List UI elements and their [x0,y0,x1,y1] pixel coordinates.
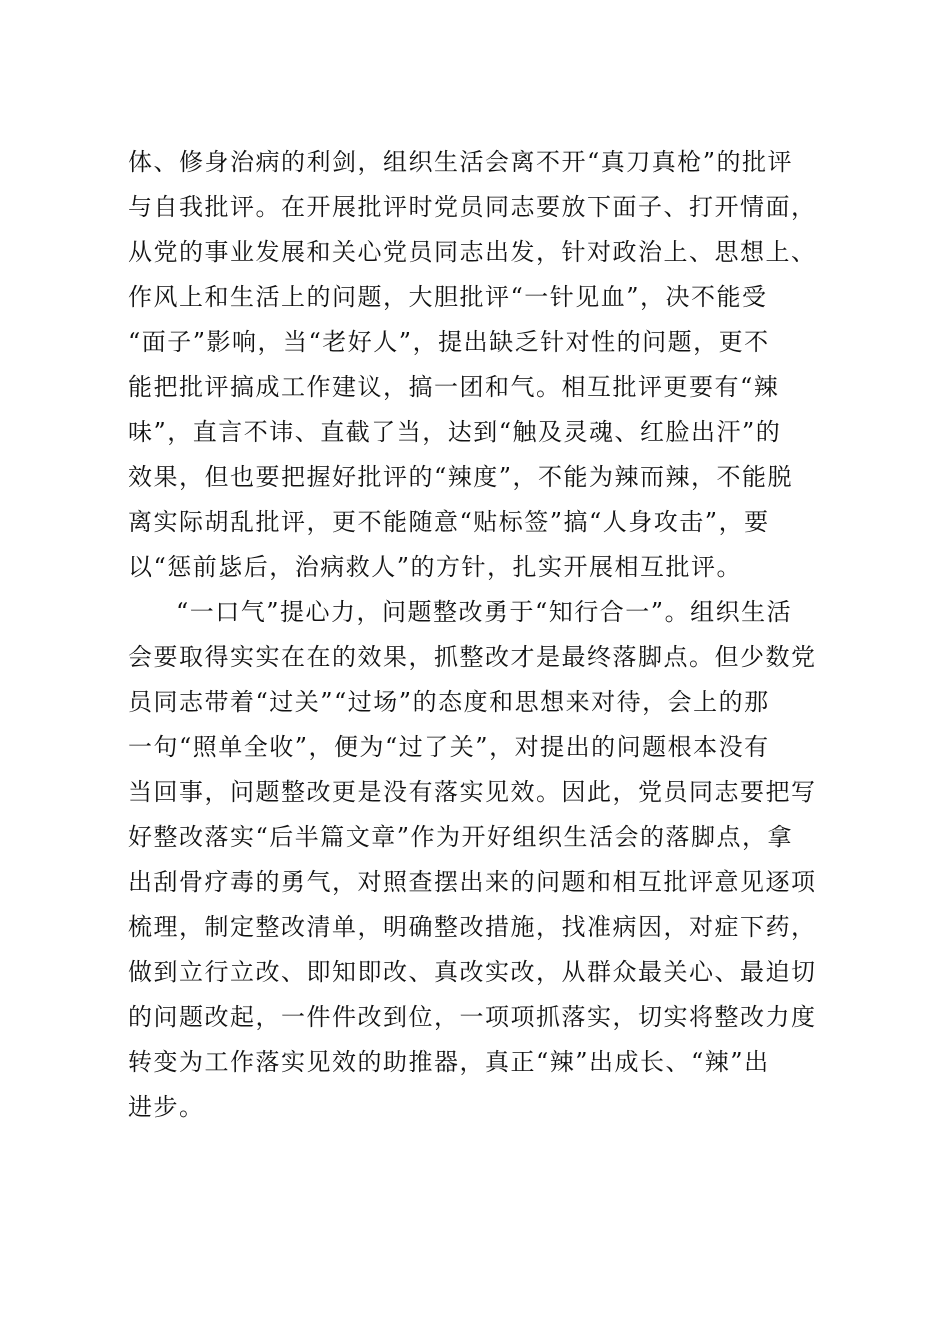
text-line: 出刮骨疗毒的勇气，对照查摆出来的问题和相互批评意见逐项 [128,868,817,896]
text-line: 能把批评搞成工作建议，搞一团和气。相互批评更要有“辣 [128,373,780,401]
text-line: 做到立行立改、即知即改、真改实改，从群众最关心、最迫切 [128,958,817,986]
text-line: 当回事，问题整改更是没有落实见效。因此，党员同志要把写 [128,778,817,806]
text-line: 从党的事业发展和关心党员同志出发，针对政治上、思想上、 [128,238,817,266]
text-line: 作风上和生活上的问题，大胆批评“一针见血”，决不能受 [128,283,768,311]
document-body [128,140,828,1130]
text-line: 的问题改起，一件件改到位，一项项抓落实，切实将整改力度 [128,1003,817,1031]
text-line: 会要取得实实在在的效果，抓整改才是最终落脚点。但少数党 [128,643,817,671]
text-line: 以“惩前毖后，治病救人”的方针，扎实开展相互批评。 [128,553,743,581]
paragraph-start-line: “一口气”提心力，问题整改勇于“知行合一”。组织生活 [176,598,793,626]
text-line: 效果，但也要把握好批评的“辣度”，不能为辣而辣，不能脱 [128,463,794,491]
text-line: 与自我批评。在开展批评时党员同志要放下面子、打开情面， [128,193,817,221]
text-line: “面子”影响，当“老好人”，提出缺乏针对性的问题，更不 [128,328,770,356]
text-line: 一句“照单全收”，便为“过了关”，对提出的问题根本没有 [128,733,770,761]
text-line: 味”，直言不讳、直截了当，达到“触及灵魂、红脸出汗”的 [128,418,782,446]
text-line: 好整改落实“后半篇文章”作为开好组织生活会的落脚点，拿 [128,823,794,851]
text-line: 离实际胡乱批评，更不能随意“贴标签”搞“人身攻击”，要 [128,508,770,536]
text-line: 体、修身治病的利剑，组织生活会离不开“真刀真枪”的批评 [128,148,794,176]
text-line: 员同志带着“过关”“过场”的态度和思想来对待，会上的那 [128,688,770,716]
text-line: 梳理，制定整改清单，明确整改措施，找准病因，对症下药， [128,913,817,941]
text-line: 进步。 [128,1093,205,1121]
text-line: 转变为工作落实见效的助推器，真正“辣”出成长、“辣”出 [128,1048,770,1076]
